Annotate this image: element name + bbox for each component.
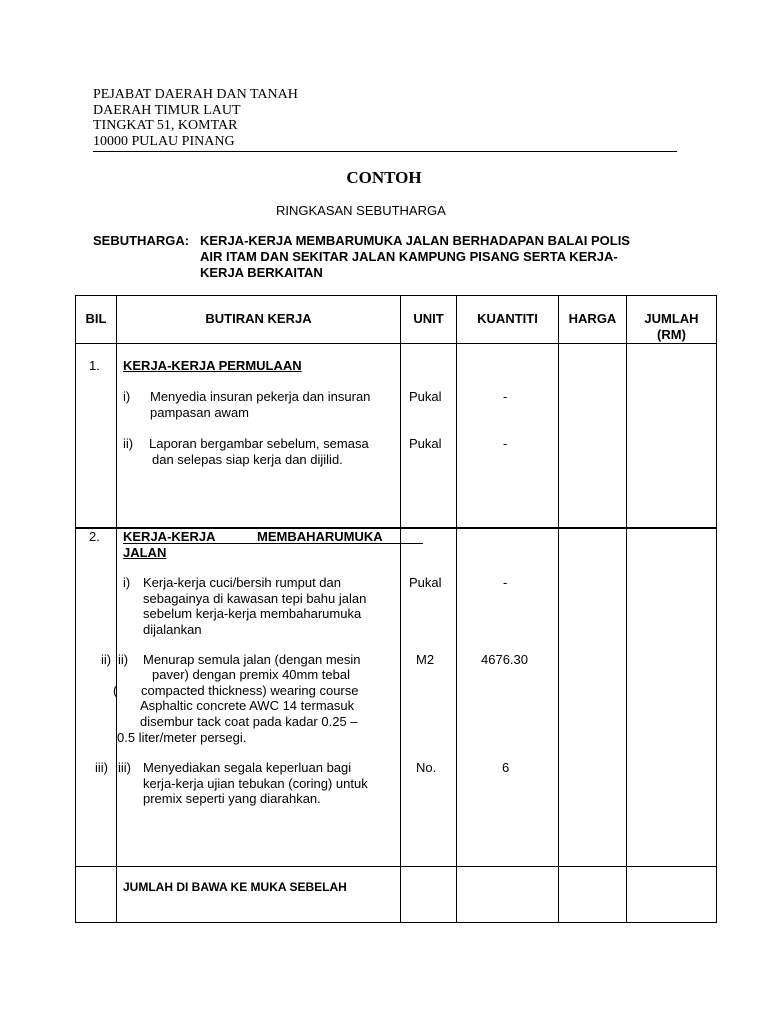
item-quantity: 6 <box>502 760 510 775</box>
item-text: kerja-kerja ujian tebukan (coring) untuk <box>143 776 368 791</box>
item-text: Menyedia insuran pekerja dan insuran <box>150 389 371 404</box>
item-text: dijalankan <box>143 622 202 637</box>
item-text: Asphaltic concrete AWC 14 termasuk <box>140 698 355 713</box>
header-unit: UNIT <box>413 311 444 326</box>
sebutharga-line: KERJA BERKAITAN <box>200 265 323 280</box>
item-text: disembur tack coat pada kadar 0.25 – <box>140 714 358 729</box>
row-number: 2. <box>89 529 100 544</box>
item-text: Menyediakan segala keperluan bagi <box>143 760 352 775</box>
page-title: CONTOH <box>346 168 422 187</box>
item-quantity: - <box>503 575 508 590</box>
item-quantity: 4676.30 <box>481 652 528 667</box>
item-unit: M2 <box>416 652 435 667</box>
header-bil: BIL <box>85 311 107 326</box>
item-text: premix seperti yang diarahkan. <box>143 791 321 806</box>
item-number: i) <box>123 389 131 404</box>
page-subtitle: RINGKASAN SEBUTHARGA <box>276 203 446 218</box>
section-title: MEMBAHARUMUKA <box>257 529 383 544</box>
item-text: ( <box>113 683 118 698</box>
address-block <box>93 87 298 149</box>
sebutharga-line: KERJA-KERJA MEMBARUMUKA JALAN BERHADAPAN BALAI POLIS <box>200 233 630 248</box>
item-text: dan selepas siap kerja dan dijilid. <box>152 452 343 467</box>
item-quantity: - <box>503 389 508 404</box>
section-title: JALAN <box>123 545 167 560</box>
item-unit: Pukal <box>409 575 442 590</box>
item-text: Menurap semula jalan (dengan mesin <box>143 652 361 667</box>
address-line: TINGKAT 51, KOMTAR <box>93 118 238 133</box>
item-number: ii) <box>101 652 112 667</box>
item-quantity: - <box>503 436 508 451</box>
address-line: PEJABAT DAERAH DAN TANAH <box>93 87 298 102</box>
header-harga: HARGA <box>568 311 617 326</box>
item-unit: No. <box>416 760 437 775</box>
address-line: 10000 PULAU PINANG <box>93 133 235 149</box>
header-kuantiti: KUANTITI <box>477 311 538 326</box>
sebutharga-line: AIR ITAM DAN SEKITAR JALAN KAMPUNG PISANG SERTA KERJA- <box>200 249 618 264</box>
item-number: iii) <box>95 760 108 775</box>
item-text: paver) dengan premix 40mm tebal <box>152 667 350 682</box>
section-title: KERJA-KERJA PERMULAAN <box>123 358 302 373</box>
item-number: ii) <box>123 436 134 451</box>
header-butiran: BUTIRAN KERJA <box>205 311 312 326</box>
item-unit: Pukal <box>409 389 442 404</box>
address-line: DAERAH TIMUR LAUT <box>93 102 241 118</box>
section-title: KERJA-KERJA <box>123 529 216 544</box>
item-text: sebagainya di kawasan tepi bahu jalan <box>143 591 367 606</box>
header-jumlah-unit: (RM) <box>657 327 686 342</box>
row-number: 1. <box>89 358 100 373</box>
sebutharga-label: SEBUTHARGA: <box>93 233 190 248</box>
item-number: iii) <box>118 760 131 775</box>
header-divider <box>93 151 677 152</box>
item-text: Kerja-kerja cuci/bersih rumput dan <box>143 575 341 590</box>
header-jumlah: JUMLAH <box>644 311 699 326</box>
carried-forward-total-label: JUMLAH DI BAWA KE MUKA SEBELAH <box>123 880 347 894</box>
item-text: pampasan awam <box>150 405 249 420</box>
item-text: 0.5 liter/meter persegi. <box>117 730 247 745</box>
item-text: compacted thickness) wearing course <box>141 683 359 698</box>
section-title-underline <box>123 543 423 544</box>
item-text: sebelum kerja-kerja membaharumuka <box>143 606 362 621</box>
item-unit: Pukal <box>409 436 442 451</box>
item-number: i) <box>123 575 131 590</box>
item-text: Laporan bergambar sebelum, semasa <box>149 436 369 451</box>
item-number: ii) <box>118 652 129 667</box>
